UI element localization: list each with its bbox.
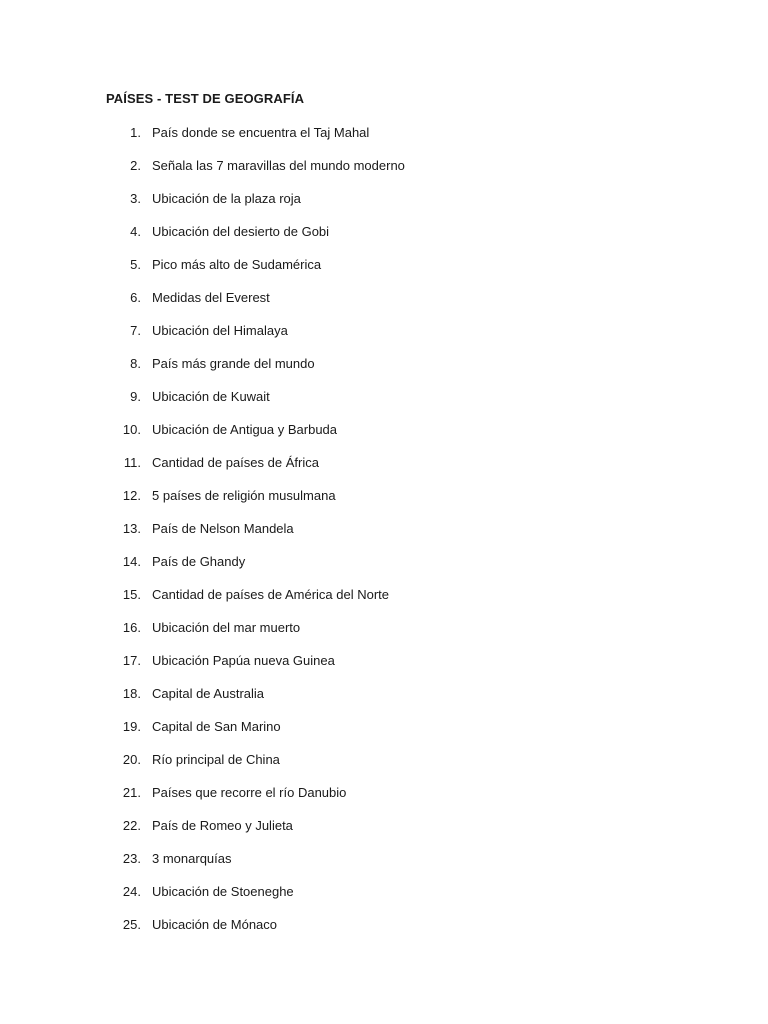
- question-number: 9.: [130, 389, 141, 404]
- question-text: País de Ghandy: [152, 554, 246, 569]
- question-number: 14.: [122, 554, 141, 569]
- question-text: Cantidad de países de África: [152, 455, 319, 470]
- question-text: Ubicación del mar muerto: [152, 620, 301, 635]
- question-number: 18.: [122, 686, 141, 701]
- question-number: 4.: [130, 224, 141, 239]
- question-text: Ubicación del desierto de Gobi: [152, 224, 330, 239]
- question-text: Ubicación de Kuwait: [152, 389, 270, 404]
- question-text: Ubicación de Stoeneghe: [152, 884, 294, 899]
- question-text: Ubicación Papúa nueva Guinea: [152, 653, 335, 668]
- question-text: País más grande del mundo: [152, 356, 315, 371]
- question-text: Medidas del Everest: [152, 290, 270, 305]
- question-number: 1.: [130, 125, 141, 140]
- question-text: 3 monarquías: [152, 851, 232, 866]
- question-number: 10.: [122, 422, 141, 437]
- question-text: Ubicación de Antigua y Barbuda: [152, 422, 338, 437]
- question-number: 2.: [130, 158, 141, 173]
- question-number: 24.: [122, 884, 141, 899]
- question-text: Cantidad de países de América del Norte: [152, 587, 390, 602]
- question-number: 20.: [122, 752, 141, 767]
- question-text: Capital de Australia: [152, 686, 265, 701]
- question-text: Ubicación del Himalaya: [152, 323, 288, 338]
- question-number: 13.: [122, 521, 141, 536]
- question-text: Capital de San Marino: [152, 719, 281, 734]
- question-number: 19.: [122, 719, 141, 734]
- question-text: Ubicación de la plaza roja: [152, 191, 301, 206]
- question-text: Países que recorre el río Danubio: [152, 785, 347, 800]
- question-number: 11.: [123, 455, 141, 470]
- question-number: 17.: [122, 653, 141, 668]
- question-number: 22.: [122, 818, 141, 833]
- question-number: 16.: [122, 620, 141, 635]
- question-text: Pico más alto de Sudamérica: [152, 257, 322, 272]
- question-text: País de Nelson Mandela: [152, 521, 294, 536]
- question-number: 7.: [130, 323, 141, 338]
- question-number: 12.: [122, 488, 141, 503]
- question-number: 5.: [130, 257, 141, 272]
- question-text: Río principal de China: [152, 752, 280, 767]
- question-number: 8.: [130, 356, 141, 371]
- question-number: 25.: [122, 917, 141, 932]
- question-number: 15.: [122, 587, 141, 602]
- question-text: Señala las 7 maravillas del mundo moderno: [152, 158, 405, 173]
- question-text: Ubicación de Mónaco: [152, 917, 278, 932]
- question-text: 5 países de religión musulmana: [152, 488, 336, 503]
- question-text: País de Romeo y Julieta: [152, 818, 293, 833]
- question-number: 6.: [130, 290, 141, 305]
- question-text: País donde se encuentra el Taj Mahal: [152, 125, 370, 140]
- question-number: 3.: [130, 191, 141, 206]
- document-title: PAÍSES - TEST DE GEOGRAFÍA: [106, 91, 305, 106]
- question-number: 21.: [122, 785, 141, 800]
- question-number: 23.: [122, 851, 141, 866]
